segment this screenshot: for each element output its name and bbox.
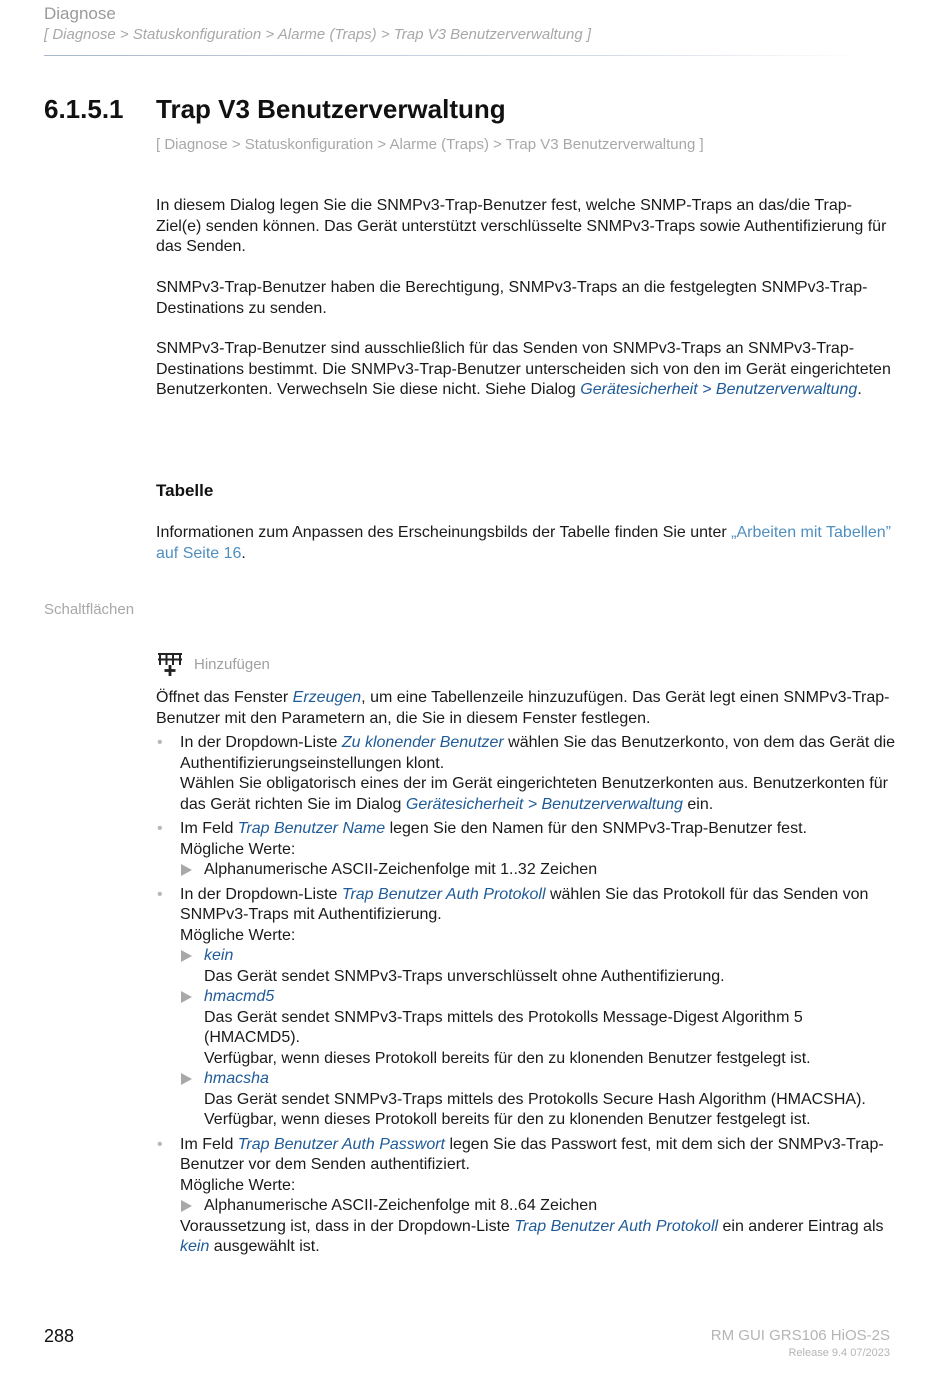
clone-user-text — [180, 733, 896, 774]
section-number: 6.1.5.1 — [44, 94, 124, 124]
add-description — [156, 688, 896, 729]
link-benutzerverwaltung-2[interactable]: Gerätesicherheit > Benutzerverwaltung — [405, 795, 683, 813]
password-text-a: Im Feld — [180, 1135, 238, 1153]
password-text-c: Voraussetzung ist, dass in der Dropdown-Liste — [180, 1217, 515, 1235]
table-paragraph — [156, 523, 896, 564]
add-desc-text-b: , um eine Tabellenzeile hinzuzufügen. Das Gerät legt einen SNMPv3-Trap-Benutzer mit den Parametern an, die Sie in diesem Fenster festlegen. — [156, 689, 890, 727]
password-possible-values: Mögliche Werte: — [180, 1176, 296, 1194]
list-item-auth-protocol — [156, 885, 896, 1131]
add-desc-text-a: Öffnet das Fenster — [156, 689, 293, 706]
add-button-label: Hinzufügen — [194, 655, 270, 673]
intro-paragraph-2: SNMPv3-Trap-Benutzer haben die Berechtigung, SNMPv3-Traps an die festgelegten SNMPv3-Trap-Destinations zu senden. — [156, 279, 868, 317]
table-text: Informationen zum Anpassen des Erscheinungsbilds der Tabelle finden Sie unter — [156, 524, 732, 541]
add-dialog-field-list — [156, 733, 896, 1262]
name-possible-values: Mögliche Werte: — [180, 840, 296, 858]
field-trap-benutzer-auth-protokoll: Trap Benutzer Auth Protokoll — [341, 885, 546, 903]
protocol-option-hmacmd5 — [180, 987, 896, 1069]
intro-paragraph-3-text: SNMPv3-Trap-Benutzer sind ausschließlich für das Senden von SNMPv3-Traps an SNMPv3-Trap-Destinations bestimmt. Die SNMPv3-Trap-Benutzer unterscheiden sich von den im Gerät eingerichteten Benutzerkonten. Verwechseln Sie diese nicht. Siehe Dialog — [156, 340, 891, 398]
option-kein-ref: kein — [180, 1238, 210, 1255]
protocol-option-hmacsha — [180, 1069, 896, 1131]
option-desc: Das Gerät sendet SNMPv3-Traps mittels des Protokolls Message-Digest Algorithm 5 (HMACMD5). — [204, 1008, 803, 1046]
option-name: hmacmd5 — [204, 988, 275, 1005]
option-name: kein — [204, 947, 234, 964]
option-note: Verfügbar, wenn dieses Protokoll bereits für den zu klonenden Benutzer festgelegt ist. — [204, 1111, 811, 1128]
protocol-option-kein — [180, 946, 896, 987]
user-name-text — [180, 819, 896, 840]
section-heading — [44, 94, 506, 125]
password-text-e: ausgewählt ist. — [209, 1238, 320, 1255]
arrow-icon — [181, 1200, 192, 1212]
option-note: Verfügbar, wenn dieses Protokoll bereits für den zu klonenden Benutzer festgelegt ist. — [204, 1049, 811, 1067]
option-desc: Das Gerät sendet SNMPv3-Traps mittels des Protokolls Secure Hash Algorithm (HMACSHA). — [204, 1090, 866, 1108]
list-item-clone-user — [156, 733, 896, 815]
option-name: hmacsha — [204, 1070, 269, 1087]
name-text-a: Im Feld — [180, 820, 238, 837]
section-breadcrumb: [ Diagnose > Statuskonfiguration > Alarme (Traps) > Trap V3 Benutzerverwaltung ] — [156, 136, 704, 153]
table-add-icon — [156, 651, 184, 677]
protocol-possible-values: Mögliche Werte: — [180, 926, 296, 944]
clone-text-a: In der Dropdown-Liste — [180, 734, 342, 751]
link-benutzerverwaltung[interactable]: Gerätesicherheit > Benutzerverwaltung — [580, 381, 858, 398]
arrow-icon — [181, 991, 192, 1003]
field-trap-benutzer-name: Trap Benutzer Name — [237, 820, 386, 837]
protocol-text-a: In der Dropdown-Liste — [180, 885, 342, 903]
auth-protocol-text — [180, 885, 896, 926]
running-header-breadcrumb: [ Diagnose > Statuskonfiguration > Alarme (Traps) > Trap V3 Benutzerverwaltung ] — [44, 26, 592, 43]
name-text-b: legen Sie den Namen für den SNMPv3-Trap-Benutzer fest. — [385, 820, 807, 837]
table-text-end: . — [241, 544, 246, 562]
password-prerequisite — [180, 1217, 896, 1258]
intro-paragraph-3-end: . — [857, 381, 862, 398]
footer-release: Release 9.4 07/2023 — [788, 1347, 890, 1359]
footer-document-title: RM GUI GRS106 HiOS-2S — [710, 1327, 890, 1344]
list-item-user-name — [156, 819, 896, 881]
name-value-text: Alphanumerische ASCII-Zeichenfolge mit 1..32 Zeichen — [204, 861, 598, 878]
section-title: Trap V3 Benutzerverwaltung — [156, 94, 506, 124]
table-heading: Tabelle — [156, 481, 214, 500]
field-trap-benutzer-auth-passwort: Trap Benutzer Auth Passwort — [237, 1135, 445, 1153]
arrow-icon — [181, 1073, 192, 1085]
name-value-item — [180, 860, 896, 881]
list-item-auth-password — [156, 1135, 896, 1258]
clone-user-note — [180, 774, 896, 815]
option-desc: Das Gerät sendet SNMPv3-Traps unverschlüsselt ohne Authentifizierung. — [204, 967, 725, 985]
password-text-b: legen Sie das Passwort fest, mit dem sich der SNMPv3-Trap-Benutzer vor dem Senden authentifiziert. — [180, 1135, 884, 1173]
field-trap-benutzer-auth-protokoll-ref: Trap Benutzer Auth Protokoll — [514, 1217, 719, 1235]
intro-paragraph-1: In diesem Dialog legen Sie die SNMPv3-Trap-Benutzer fest, welche SNMP-Traps an das/die Trap-Ziel(e) senden können. Das Gerät unterstützt verschlüsselte SNMPv3-Traps sowie Authentifizierung für das Senden. — [156, 197, 887, 255]
add-button-entry — [156, 650, 270, 678]
password-value-item — [180, 1196, 896, 1217]
page-number: 288 — [44, 1326, 75, 1346]
clone-text-d: ein. — [682, 795, 714, 813]
running-header-title: Diagnose — [44, 4, 116, 23]
intro-paragraph-3 — [156, 339, 896, 401]
auth-password-text — [180, 1135, 896, 1176]
field-zu-klonender-benutzer: Zu klonender Benutzer — [341, 734, 504, 751]
xref-arbeiten-mit-tabellen[interactable]: „Arbeiten mit Tabellen” auf Seite 16 — [156, 524, 891, 562]
protocol-text-b: wählen Sie das Protokoll für das Senden von SNMPv3-Traps mit Authentifizierung. — [180, 885, 869, 923]
password-value-text: Alphanumerische ASCII-Zeichenfolge mit 8..64 Zeichen — [204, 1197, 598, 1214]
clone-text-b: wählen Sie das Benutzerkonto, von dem das Gerät die Authentifizierungseinstellungen klont. — [180, 734, 896, 772]
header-divider — [44, 55, 864, 56]
window-erzeugen-ref: Erzeugen — [292, 689, 362, 706]
buttons-side-label: Schaltflächen — [44, 601, 135, 618]
password-text-d: ein anderer Eintrag als — [718, 1217, 884, 1235]
arrow-icon — [181, 864, 192, 876]
clone-text-c: Wählen Sie obligatorisch eines der im Gerät eingerichteten Benutzerkonten aus. Benutzerkonten für das Gerät richten Sie im Dialog — [180, 775, 888, 813]
arrow-icon — [181, 950, 192, 962]
